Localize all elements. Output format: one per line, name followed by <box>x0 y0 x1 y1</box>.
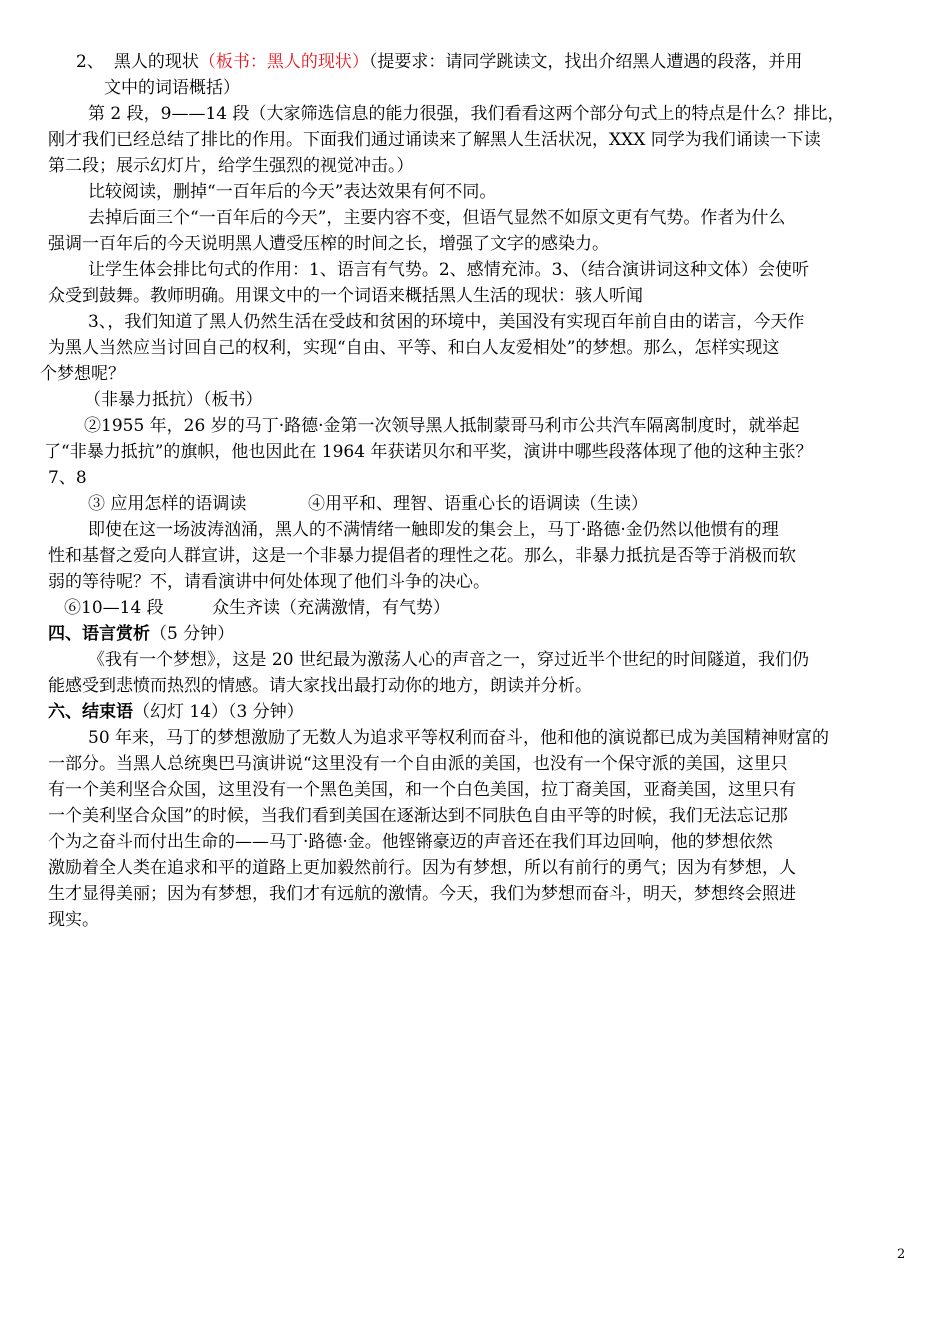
section2-line2: 文中的词语概括） <box>104 78 240 98</box>
paragraph-line: 一个美利坚合众国”的时候，当我们看到美国在逐渐达到不同肤色自由平等的时候，我们无法忘记那 <box>48 806 788 826</box>
paragraph-line: 3、，我们知道了黑人仍然生活在受歧和贫困的环境中，美国没有实现百年前自由的诺言，今天作 <box>88 312 805 332</box>
paragraph-line: 激励着全人类在追求和平的道路上更加毅然前行。因为有梦想，所以有前行的勇气；因为有梦想，人 <box>48 858 796 878</box>
paragraph-line: 众受到鼓舞。教师明确。用课文中的一个词语来概括黑人生活的现状：骇人听闻 <box>48 286 643 306</box>
paragraph-line: 弱的等待呢？不，请看演讲中何处体现了他们斗争的决心。 <box>48 572 490 592</box>
paragraph-line: 有一个美利坚合众国，这里没有一个黑色美国，和一个白色美国，拉丁裔美国，亚裔美国，这里只有 <box>48 780 796 800</box>
paragraph-line: 去掉后面三个“一百年后的今天”，主要内容不变，但语气显然不如原文更有气势。作者为什么 <box>88 208 786 228</box>
paragraph-line: 能感受到悲愤而热烈的情感。请大家找出最打动你的地方，朗读并分析。 <box>48 676 592 696</box>
paragraph-line: 即使在这一场波涛汹涌，黑人的不满情绪一触即发的集会上，马丁·路德·金仍然以他惯有的理 <box>88 520 779 540</box>
board-note-red: （板书：黑人的现状） <box>198 52 369 72</box>
paragraph-line: 为黑人当然应当讨回自己的权利，实现“自由、平等、和白人友爱相处”的梦想。那么，怎样实现这 <box>48 338 780 358</box>
paragraph-line: 个为之奋斗而付出生命的——马丁·路德·金。他铿锵豪迈的声音还在我们耳边回响，他的梦想依然 <box>48 832 773 852</box>
section4-heading <box>48 622 234 646</box>
section2-title: 黑人的现状 <box>113 52 199 72</box>
paragraph-line: 强调一百年后的今天说明黑人遭受压榨的时间之长，增强了文字的感染力。 <box>48 234 609 254</box>
paragraph-range: ⑥10—14 段 <box>64 598 164 618</box>
section4-title: 四、语言赏析 <box>48 624 150 644</box>
paragraph-line: 第 2 段，9——14 段（大家筛选信息的能力很强，我们看看这两个部分句式上的特点是什么？排比， <box>88 104 845 124</box>
paragraph-line: 50 年来，马丁的梦想激励了无数人为追求平等权利而奋斗，他和他的演说都已成为美国精神财富的 <box>88 728 830 748</box>
paragraph-line: 性和基督之爱向人群宣讲，这是一个非暴力提倡者的理性之花。那么，非暴力抵抗是否等于消极而软 <box>48 546 796 566</box>
paragraph-line: 刚才我们已经总结了排比的作用。下面我们通过诵读来了解黑人生活状况，XXX 同学为我们诵读一下读 <box>48 130 821 150</box>
page-number: 2 <box>897 1247 906 1262</box>
reading-tone-answer: ④用平和、理智、语重心长的语调读（生读） <box>308 494 648 514</box>
paragraph-line: 了“非暴力抵抗”的旗帜，他也因此在 1964 年获诺贝尔和平奖，演讲中哪些段落体现了他的这种主张？ <box>44 442 813 462</box>
section2-instruction: （提要求：请同学跳读文，找出介绍黑人遭遇的段落，并用 <box>368 52 803 72</box>
reading-tone-question: ③ 应用怎样的语调读 <box>88 494 247 514</box>
section6-heading <box>48 700 304 724</box>
paragraph-line: 第二段；展示幻灯片，给学生强烈的视觉冲击。） <box>48 156 414 176</box>
section2-number: 2、 <box>76 52 104 72</box>
paragraph-line: ②1955 年，26 岁的马丁·路德·金第一次领导黑人抵制蒙哥马利市公共汽车隔离制度时，就举起 <box>84 416 800 436</box>
section6-duration: （幻灯 14）（3 分钟） <box>133 702 304 722</box>
paragraph-line: 比较阅读，删掉“一百年后的今天”表达效果有何不同。 <box>88 182 497 202</box>
section2-heading <box>76 50 802 74</box>
paragraph-line: 《我有一个梦想》，这是 20 世纪最为激荡人心的声音之一，穿过近半个世纪的时间隧道，我们仍 <box>88 650 809 670</box>
group-reading-note: 众生齐读（充满激情，有气势） <box>212 598 450 618</box>
paragraph-line: 现实。 <box>48 910 99 930</box>
paragraph-line: 个梦想呢？ <box>40 364 125 384</box>
paragraph-line: 7、8 <box>48 468 87 488</box>
paragraph-line: 一部分。当黑人总统奥巴马演讲说“这里没有一个自由派的美国，也没有一个保守派的美国，这里只 <box>48 754 788 774</box>
section6-title: 六、结束语 <box>48 702 133 722</box>
paragraph-line: 生才显得美丽；因为有梦想，我们才有远航的激情。今天，我们为梦想而奋斗，明天，梦想终会照进 <box>48 884 796 904</box>
section4-duration: （5 分钟） <box>150 624 235 644</box>
board-note: （非暴力抵抗）（板书） <box>84 390 263 410</box>
paragraph-line: 让学生体会排比句式的作用：1、语言有气势。2、感情充沛。3、（结合演讲词这种文体）会使听 <box>88 260 809 280</box>
